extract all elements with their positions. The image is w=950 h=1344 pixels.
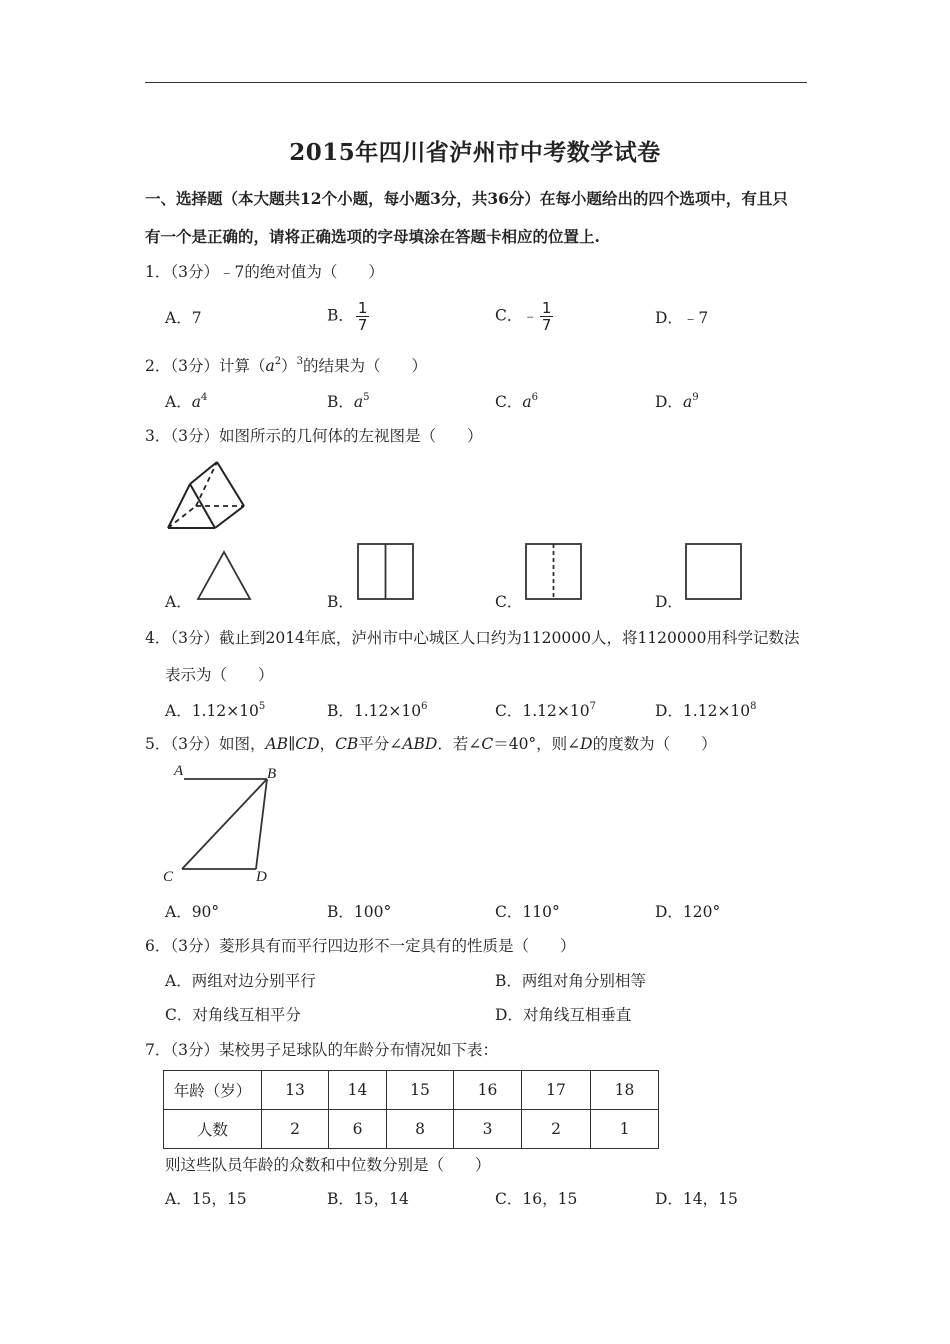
fraction-denominator: 7 bbox=[357, 316, 368, 334]
q2-option-d bbox=[655, 392, 699, 412]
table-cell: 3 bbox=[454, 1110, 522, 1149]
q2-stem bbox=[145, 356, 427, 376]
q4-stem-line1: 4．（3分）截止到2014年底，泸州市中心城区人口约为1120000人，将1120000用科学记数法 bbox=[145, 629, 800, 647]
q1-option-c-fraction bbox=[540, 300, 554, 333]
q5-if: ．若∠ bbox=[437, 735, 482, 753]
fraction-denominator: 7 bbox=[541, 316, 552, 334]
table-cell: 年龄（岁） bbox=[164, 1071, 262, 1110]
q1-stem: 1．（3分）﹣7的绝对值为（ ） bbox=[145, 263, 384, 281]
q2-stem-mid: ） bbox=[281, 357, 297, 375]
table-cell: 人数 bbox=[164, 1110, 262, 1149]
fraction-numerator: 1 bbox=[357, 299, 368, 317]
q1-option-c bbox=[495, 300, 555, 333]
q1-option-c-label: C． bbox=[495, 306, 523, 325]
q7-option-b: B．15，14 bbox=[327, 1190, 409, 1208]
q3-option-a: A． bbox=[165, 593, 192, 611]
q1-option-b-label: B． bbox=[327, 306, 354, 325]
option-label: B． bbox=[327, 393, 354, 411]
minus-sign: ﹣ bbox=[522, 306, 538, 325]
table-row bbox=[164, 1071, 659, 1110]
q1-option-b-fraction bbox=[356, 300, 370, 333]
table-cell: 2 bbox=[262, 1110, 329, 1149]
q7-option-a: A．15，15 bbox=[165, 1190, 247, 1208]
option-base: D．1.12×10 bbox=[655, 702, 751, 720]
q6-stem: 6．（3分）菱形具有而平行四边形不一定具有的性质是（ ） bbox=[145, 937, 576, 955]
option-var: a bbox=[682, 393, 693, 411]
table-cell: 2 bbox=[522, 1110, 591, 1149]
q2-stem-post: 的结果为（ ） bbox=[303, 357, 428, 375]
q5-option-d: D．120° bbox=[655, 903, 721, 921]
table-cell: 17 bbox=[522, 1071, 591, 1110]
option-base: A．1.12×10 bbox=[165, 702, 259, 720]
option-label: A． bbox=[165, 393, 192, 411]
q3-option-b-rect-solid-line bbox=[357, 543, 415, 601]
q3-option-d: D． bbox=[655, 593, 683, 611]
q2-option-a bbox=[165, 392, 207, 412]
q5-cb: CB bbox=[335, 735, 359, 753]
q1-option-d: D．﹣7 bbox=[655, 309, 709, 327]
q3-stem: 3．（3分）如图所示的几何体的左视图是（ ） bbox=[145, 427, 483, 445]
q6-option-b: B．两组对角分别相等 bbox=[495, 972, 646, 990]
q5-option-c: C．110° bbox=[495, 903, 560, 921]
q3-option-b: B． bbox=[327, 593, 354, 611]
table-cell: 6 bbox=[329, 1110, 387, 1149]
option-exp: 4 bbox=[200, 392, 208, 403]
q2-exp2: 3 bbox=[296, 356, 303, 367]
table-cell: 15 bbox=[387, 1071, 454, 1110]
q5-bisect: 平分∠ bbox=[358, 735, 403, 753]
option-exp: 6 bbox=[531, 392, 538, 403]
q4-option-a bbox=[165, 701, 265, 721]
q2-stem-pre: 2．（3分）计算（ bbox=[145, 357, 266, 375]
q2-option-b bbox=[327, 392, 370, 412]
point-label-d: D bbox=[256, 869, 267, 885]
q1-option-b bbox=[327, 300, 371, 333]
option-exp: 6 bbox=[421, 701, 428, 712]
table-cell: 18 bbox=[591, 1071, 659, 1110]
q6-option-d: D．对角线互相垂直 bbox=[495, 1006, 632, 1024]
q3-option-c-rect-dashed-line bbox=[525, 543, 583, 601]
q3-option-a-triangle bbox=[196, 550, 256, 602]
q2-option-c bbox=[495, 392, 538, 412]
q5-cd: CD bbox=[295, 735, 320, 753]
q4-stem-line2: 表示为（ ） bbox=[165, 666, 274, 684]
q7-stem: 7．（3分）某校男子足球队的年龄分布情况如下表： bbox=[145, 1041, 498, 1059]
option-exp: 5 bbox=[363, 392, 370, 403]
q7-option-d: D．14，15 bbox=[655, 1190, 738, 1208]
option-base: B．1.12×10 bbox=[327, 702, 422, 720]
q4-option-d bbox=[655, 701, 757, 721]
option-exp: 7 bbox=[589, 701, 596, 712]
q5-comma: ， bbox=[319, 735, 336, 753]
table-cell: 1 bbox=[591, 1110, 659, 1149]
q5-c: C bbox=[481, 735, 494, 753]
q6-option-a: A．两组对边分别平行 bbox=[165, 972, 316, 990]
q5-abd: ABD bbox=[402, 735, 438, 753]
q1-option-a: A．7 bbox=[165, 309, 202, 327]
option-label: C． bbox=[495, 393, 523, 411]
q5-stem-post: 的度数为（ ） bbox=[592, 735, 717, 753]
option-var: a bbox=[353, 393, 364, 411]
point-label-a: A bbox=[174, 763, 184, 779]
q5-value: ＝40°，则∠ bbox=[493, 735, 581, 753]
q2-exp1: 2 bbox=[274, 356, 282, 367]
q6-option-c: C．对角线互相平分 bbox=[165, 1006, 301, 1024]
q5-parallel: ∥ bbox=[288, 735, 296, 753]
q5-option-b: B．100° bbox=[327, 903, 392, 921]
option-base: C．1.12×10 bbox=[495, 702, 590, 720]
q5-d: D bbox=[580, 735, 593, 753]
point-label-b: B bbox=[267, 766, 277, 782]
q7-option-c: C．16，15 bbox=[495, 1190, 578, 1208]
q5-stem-pre: 5．（3分）如图， bbox=[145, 735, 266, 753]
table-cell: 14 bbox=[329, 1071, 387, 1110]
q2-var: a bbox=[265, 357, 275, 375]
option-exp: 8 bbox=[750, 701, 757, 712]
table-row bbox=[164, 1110, 659, 1149]
q5-stem bbox=[145, 734, 717, 754]
q3-prism-figure bbox=[160, 456, 260, 536]
page-title: 2015年四川省泸州市中考数学试卷 bbox=[289, 139, 661, 166]
top-rule bbox=[145, 82, 807, 83]
point-label-c: C bbox=[163, 869, 174, 885]
q4-option-c bbox=[495, 701, 596, 721]
section-instructions-line2: 有一个是正确的，请将正确选项的字母填涂在答题卡相应的位置上. bbox=[145, 227, 600, 246]
table-cell: 13 bbox=[262, 1071, 329, 1110]
q7-question: 则这些队员年龄的众数和中位数分别是（ ） bbox=[165, 1156, 491, 1174]
q5-geometry-figure bbox=[160, 760, 290, 890]
q3-option-d-square bbox=[685, 543, 743, 601]
table-cell: 8 bbox=[387, 1110, 454, 1149]
q5-ab: AB bbox=[265, 735, 289, 753]
option-exp: 5 bbox=[258, 701, 266, 712]
option-label: D． bbox=[655, 393, 683, 411]
age-distribution-table bbox=[163, 1070, 659, 1149]
q5-option-a: A．90° bbox=[165, 903, 220, 921]
q3-option-c: C． bbox=[495, 593, 523, 611]
section-instructions-line1: 一、选择题（本大题共12个小题，每小题3分，共36分）在每小题给出的四个选项中，有且只 bbox=[145, 189, 788, 208]
fraction-numerator: 1 bbox=[541, 299, 552, 317]
option-exp: 9 bbox=[692, 392, 699, 403]
option-var: a bbox=[522, 393, 532, 411]
option-var: a bbox=[191, 393, 201, 411]
table-cell: 16 bbox=[454, 1071, 522, 1110]
q4-option-b bbox=[327, 701, 428, 721]
